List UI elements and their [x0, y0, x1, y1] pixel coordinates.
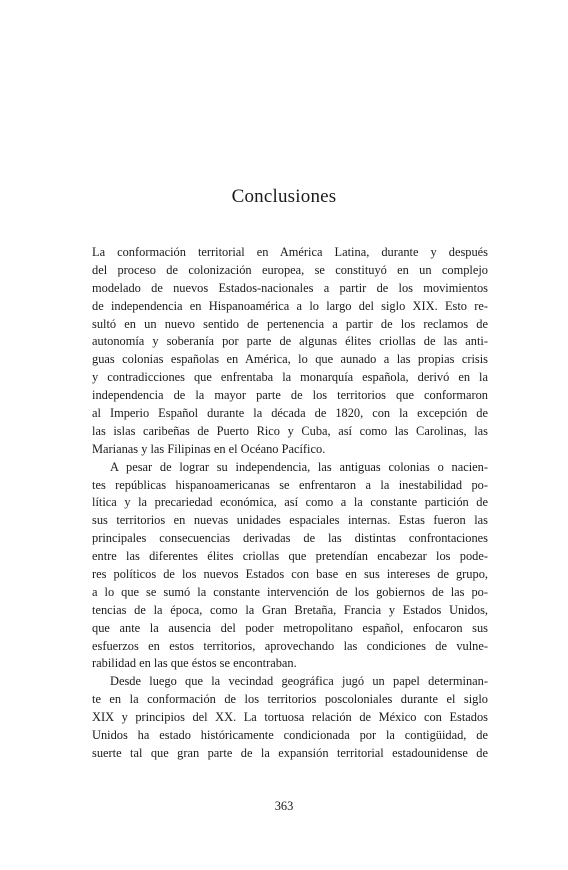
text-line: Marianas y las Filipinas en el Océano Pacífico. [92, 441, 326, 456]
paragraph-3 [92, 673, 488, 762]
text-line: tes repúblicas hispanoamericanas se enfrentaron a la inestabilidad po- [92, 477, 488, 492]
text-line: guas colonias españolas en América, lo que aunado a las propias crisis [92, 352, 488, 367]
paragraph-1 [92, 244, 488, 459]
body-text [92, 244, 488, 763]
text-line: lítica y la precariedad económica, así como a la constante partición de [92, 495, 488, 510]
text-line: Unidos ha estado históricamente condicionada por la contigüidad, de [92, 728, 488, 743]
text-line: a lo que se sumó la constante intervención de los gobiernos de las po- [92, 584, 488, 599]
paragraph-2 [92, 459, 488, 674]
text-line: principales consecuencias derivadas de las distintas confrontaciones [92, 531, 488, 546]
text-line: Desde luego que la vecindad geográfica jugó un papel determinan- [110, 674, 488, 689]
text-line: sus territorios en nuevas unidades espaciales internas. Estas fueron las [92, 513, 488, 528]
text-line: al Imperio Español durante la década de 1820, con la excepción de [92, 406, 488, 421]
text-line: suerte tal que gran parte de la expansión territorial estadounidense de [92, 745, 488, 760]
text-line: La conformación territorial en América Latina, durante y después [92, 245, 488, 259]
text-line: que ante la ausencia del poder metropolitano español, enfocaron sus [92, 620, 488, 635]
chapter-title: Conclusiones [231, 186, 337, 207]
text-line: tencias de la época, como la Gran Bretaña, Francia y Estados Unidos, [92, 602, 488, 617]
text-line: y contradicciones que enfrentaba la monarquía española, derivó en la [92, 370, 488, 385]
text-line: autonomía y soberanía por parte de algunas élites criollas de las anti- [92, 334, 488, 349]
text-line: las islas caribeñas de Puerto Rico y Cuba, así como las Carolinas, las [92, 423, 488, 438]
text-line: esfuerzos en estos territorios, aprovechando las condiciones de vulne- [92, 638, 488, 653]
text-line: te en la conformación de los territorios poscoloniales durante el siglo [92, 692, 488, 707]
text-line: res políticos de los nuevos Estados con base en sus intereses de grupo, [92, 567, 488, 582]
text-line: independencia de la mayor parte de los territorios que conformaron [92, 388, 488, 403]
text-line: rabilidad en las que éstos se encontraban. [92, 656, 297, 671]
text-line: XIX y principios del XX. La tortuosa relación de México con Estados [92, 710, 488, 725]
text-line: de independencia en Hispanoamérica a lo largo del siglo XIX. Esto re- [92, 298, 488, 313]
text-line: modelado de nuevos Estados-nacionales a partir de los movimientos [92, 280, 488, 295]
text-line: del proceso de colonización europea, se constituyó en un complejo [92, 262, 488, 277]
text-line: sultó en un nuevo sentido de pertenencia a partir de los reclamos de [92, 316, 488, 331]
page-number: 363 [274, 799, 294, 813]
text-line: A pesar de lograr su independencia, las antiguas colonias o nacien- [110, 459, 488, 474]
text-line: entre las diferentes élites criollas que pretendían encabezar los pode- [92, 549, 488, 564]
